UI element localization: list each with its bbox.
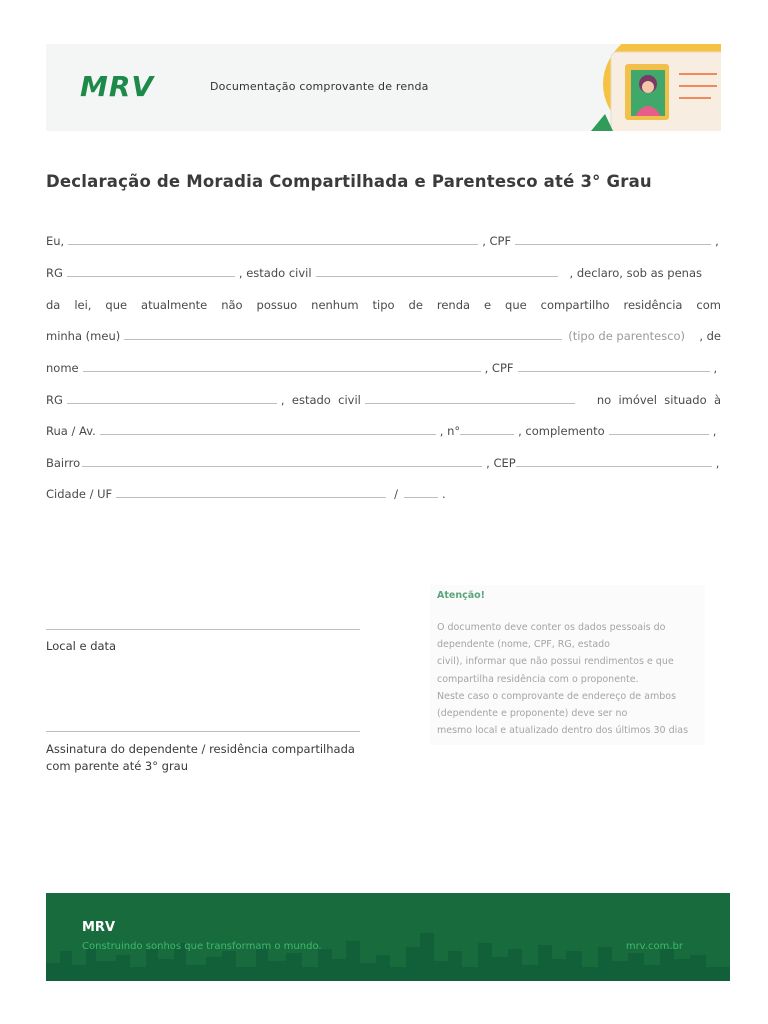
label-cpf-2: , CPF xyxy=(484,361,514,375)
label-cpf: , CPF xyxy=(482,234,512,248)
cep-field[interactable] xyxy=(516,466,712,467)
declaration-word: lei, xyxy=(74,298,92,312)
document-title: Declaração de Moradia Compartilhada e Parentesco até 3° Grau xyxy=(46,172,652,191)
declaration-word: com xyxy=(696,298,721,312)
footer-banner xyxy=(46,893,730,981)
declaration-word: compartilho xyxy=(540,298,610,312)
declaration-word: atualmente xyxy=(141,298,208,312)
form-line-name xyxy=(46,232,721,248)
signature-label xyxy=(46,741,376,775)
declaration-word: não xyxy=(221,298,243,312)
label-slash: / xyxy=(394,487,399,501)
attention-line: mesmo local e atualizado dentro dos últimos 30 dias xyxy=(437,725,689,737)
document-illustration xyxy=(591,44,721,131)
label-numero: , n° xyxy=(439,424,461,438)
declaration-word: residência xyxy=(623,298,683,312)
local-date-label: Local e data xyxy=(46,639,117,653)
mrv-logo: MRV xyxy=(80,70,155,103)
attention-line: civil), informar que não possui rendimentos e que xyxy=(437,656,674,668)
signature-label-line1: Assinatura do dependente / residência compartilhada xyxy=(46,742,355,756)
punct: , xyxy=(713,361,718,375)
rg-field[interactable] xyxy=(67,276,235,277)
declaration-word: que xyxy=(105,298,128,312)
local-date-line[interactable] xyxy=(46,629,360,630)
number-field[interactable] xyxy=(460,434,514,435)
punct: , xyxy=(715,456,720,470)
form-line-city xyxy=(46,485,721,501)
label-rua-av: Rua / Av. xyxy=(46,424,96,438)
person-portrait-icon xyxy=(631,70,665,116)
declaration-word: da xyxy=(46,298,61,312)
declaration-word: e xyxy=(484,298,492,312)
declaration-word: possuo xyxy=(256,298,298,312)
header-subtitle: Documentação comprovante de renda xyxy=(210,80,429,93)
label-cep: , CEP xyxy=(486,456,516,470)
declaration-word: de xyxy=(408,298,423,312)
label-complemento: , complemento xyxy=(518,424,605,438)
form-line-relative-rg xyxy=(46,391,721,407)
attention-text xyxy=(437,619,688,739)
form-line-declaration xyxy=(46,296,721,312)
estado-civil-field[interactable] xyxy=(316,276,558,277)
label-estado-civil-2: , estado civil xyxy=(280,393,361,407)
relative-rg-field[interactable] xyxy=(67,403,277,404)
name-field[interactable] xyxy=(68,244,478,245)
attention-box xyxy=(430,585,705,745)
district-field[interactable] xyxy=(82,466,482,467)
kinship-field[interactable] xyxy=(124,339,562,340)
punct: , xyxy=(715,234,719,248)
complement-field[interactable] xyxy=(609,434,709,435)
declaration-word: tipo xyxy=(372,298,395,312)
attention-line: dependente (nome, CPF, RG, estado xyxy=(437,639,610,651)
attention-line: Neste caso o comprovante de endereço de ambos xyxy=(437,690,677,702)
cpf-field[interactable] xyxy=(515,244,711,245)
label-nome: nome xyxy=(46,361,79,375)
label-rg-2: RG xyxy=(46,393,63,407)
form-line-rg xyxy=(46,264,721,280)
label-cidade-uf: Cidade / UF xyxy=(46,487,113,501)
label-estado-civil: , estado civil xyxy=(238,266,312,280)
footer-brand: MRV xyxy=(82,920,116,935)
punct: . xyxy=(442,487,446,501)
header-banner xyxy=(46,44,721,131)
label-eu: Eu, xyxy=(46,234,65,248)
declaration-word: renda xyxy=(436,298,471,312)
label-bairro: Bairro xyxy=(46,456,81,470)
footer-tagline: Construindo sonhos que transformam o mundo. xyxy=(82,941,322,952)
declaration-word: nenhum xyxy=(311,298,359,312)
form-line-street xyxy=(46,422,721,438)
attention-title: Atenção! xyxy=(437,590,486,601)
relative-name-field[interactable] xyxy=(83,371,481,372)
relative-estado-civil-field[interactable] xyxy=(365,403,575,404)
form-line-relative-name xyxy=(46,359,721,375)
label-tipo-parentesco: (tipo de parentesco) xyxy=(568,329,686,343)
declaration-word: que xyxy=(505,298,527,312)
label-declaro: , declaro, sob as penas xyxy=(569,266,702,280)
label-de: , de xyxy=(699,329,721,343)
city-field[interactable] xyxy=(116,497,386,498)
footer-url-link[interactable]: mrv.com.br xyxy=(625,941,683,952)
label-minha-meu: minha (meu) xyxy=(46,329,121,343)
form-line-district xyxy=(46,454,721,470)
attention-line: (dependente e proponente) deve ser no xyxy=(437,708,628,720)
signature-label-line2: com parente até 3° grau xyxy=(46,759,189,773)
punct: , xyxy=(712,424,717,438)
attention-line: O documento deve conter os dados pessoais do xyxy=(437,622,666,633)
signature-line[interactable] xyxy=(46,731,360,732)
attention-line: compartilha residência com o proponente. xyxy=(437,673,639,685)
uf-field[interactable] xyxy=(404,497,438,498)
label-imovel-situado: no imóvel situado à xyxy=(596,393,721,407)
street-field[interactable] xyxy=(100,434,436,435)
relative-cpf-field[interactable] xyxy=(518,371,710,372)
form-line-kinship xyxy=(46,327,721,343)
label-rg: RG xyxy=(46,266,63,280)
